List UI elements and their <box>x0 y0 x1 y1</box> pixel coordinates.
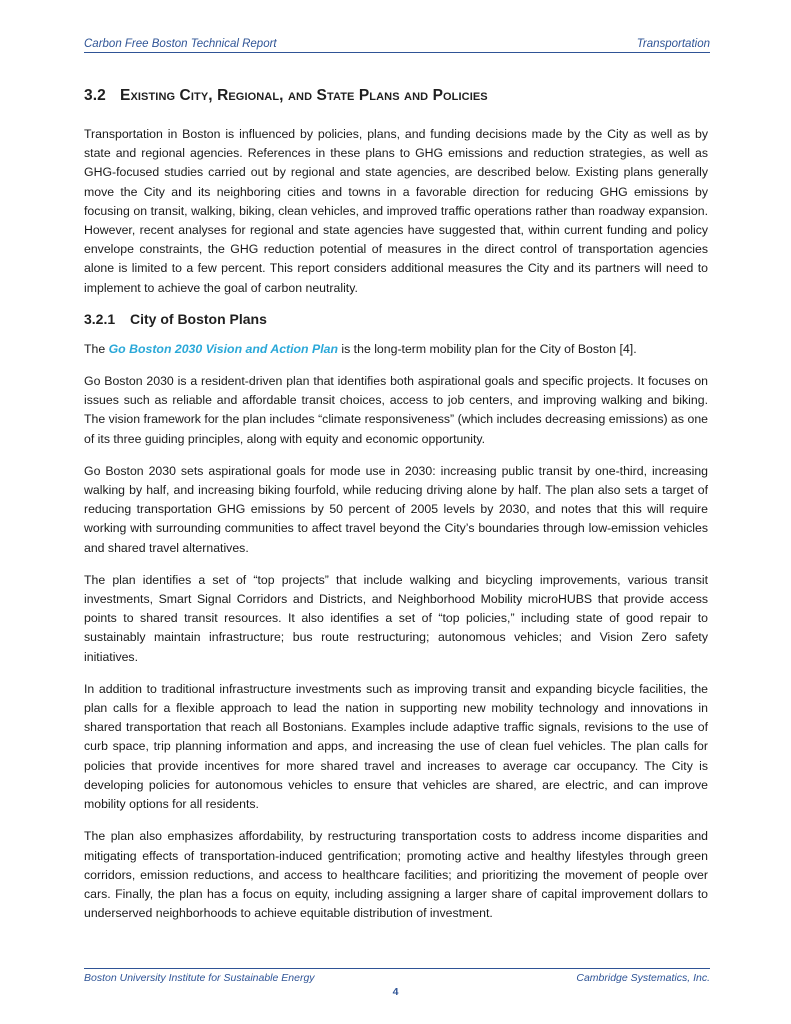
header-rule <box>84 52 710 53</box>
plan-intro-paragraph <box>84 340 708 359</box>
section-heading <box>84 87 708 105</box>
section-intro-paragraph: Transportation in Boston is influenced by policies, plans, and funding decisions made by the City as well as by state and regional agencies. References in these plans to GHG emissions and reduction strategies, as well as GHG-focused studies carried out by regional and state agencies, are described below. Existing plans generally move the City and its neighboring cities and towns in a favorable direction for reducing GHG emissions by focusing on transit, walking, biking, clean vehicles, and improved traffic operations rather than roadway expansion. However, recent analyses for regional and state agencies have suggested that, within current funding and policy envelope constraints, the GHG reduction potential of measures in the direct control of transportation agencies alone is limited to a few percent. This report considers additional measures the City and its partners will need to implement to achieve the goal of carbon neutrality. <box>84 127 708 295</box>
footer-rule <box>84 968 710 969</box>
header-chapter-title: Transportation <box>636 38 710 50</box>
subsection-number: 3.2.1 <box>84 310 116 327</box>
page-number: 4 <box>392 986 399 998</box>
running-header <box>84 38 710 52</box>
section-title: Existing City, Regional, and State Plans and Policies <box>120 87 488 104</box>
running-footer <box>84 972 710 986</box>
plan-intro-prefix: The <box>84 341 109 356</box>
subsection-title: City of Boston Plans <box>130 310 267 327</box>
go-boston-plan-link[interactable]: Go Boston 2030 Vision and Action Plan <box>108 341 338 356</box>
plan-projects-paragraph: The plan identifies a set of “top projects” that include walking and bicycling improvements, various transit investments, Smart Signal Corridors and Districts, and Neighborhood Mobility microHUBS that provide access points to shared transit resources. It also identifies a set of “top policies,” including state of good repair to sustainably maintain infrastructure; bus route restructuring; autonomous vehicles; and Vision Zero safety initiatives. <box>84 572 708 664</box>
subsection-heading <box>84 311 708 327</box>
footer-institution: Boston University Institute for Sustainable Energy <box>84 972 315 984</box>
plan-equity-paragraph: The plan also emphasizes affordability, by restructuring transportation costs to address income disparities and mitigating effects of transportation-induced gentrification; promoting active and healthy lifestyles through green corridors, emission reductions, and access to healthcare facilities; and prioritizing the movement of people over cars. Finally, the plan has a focus on equity, including assigning a larger share of capital improvement dollars to underserved neighborhoods to achieve equitable distribution of investment. <box>84 829 708 921</box>
page-body <box>84 87 708 936</box>
header-report-title: Carbon Free Boston Technical Report <box>84 38 277 50</box>
plan-overview-paragraph: Go Boston 2030 is a resident-driven plan that identifies both aspirational goals and specific projects. It focuses on issues such as reliable and affordable transit choices, access to job centers, and improving walking and biking. The vision framework for the plan includes “climate responsiveness” (which includes decreasing emissions) as one of its three guiding principles, along with equity and economic opportunity. <box>84 374 708 446</box>
plan-goals-paragraph: Go Boston 2030 sets aspirational goals for mode use in 2030: increasing public transit by one-third, increasing walking by half, and increasing biking fourfold, while reducing driving alone by half. The plan also sets a target of reducing transportation GHG emissions by 50 percent of 2005 levels by 2030, and notes that this will require working with surrounding communities to affect travel beyond the City’s boundaries through low-emission vehicles and shared travel alternatives. <box>84 463 708 555</box>
plan-innovation-paragraph: In addition to traditional infrastructure investments such as improving transit and expanding bicycle facilities, the plan calls for a flexible approach to lead the nation in supporting new mobility technology and innovations in shared transportation that reach all Bostonians. Examples include adaptive traffic signals, revisions to the use of curb space, trip planning information and apps, and increasing the use of clean fuel vehicles. The plan calls for policies that provide incentives for more shared travel and increases to average car occupancy. The City is developing policies for autonomous vehicles to ensure that vehicles are shared, are electric, and can improve mobility options for all residents. <box>84 681 708 812</box>
footer-company: Cambridge Systematics, Inc. <box>576 972 710 984</box>
section-number: 3.2 <box>84 87 106 104</box>
plan-intro-suffix: is the long-term mobility plan for the City of Boston [4]. <box>337 341 637 356</box>
